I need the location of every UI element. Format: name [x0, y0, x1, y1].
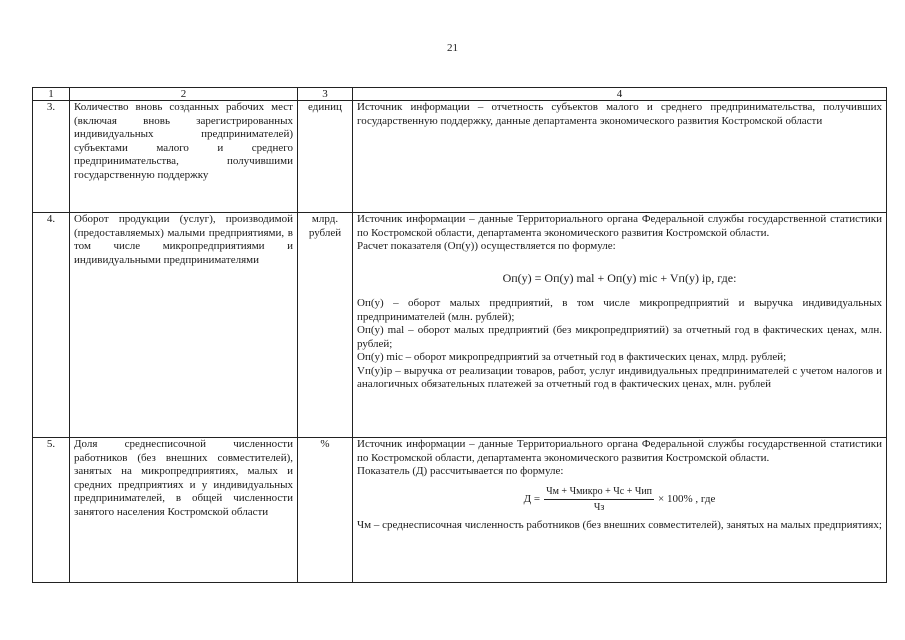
table-row — [33, 438, 887, 583]
formula-numerator: Чм + Чмикро + Чс + Чип — [544, 485, 654, 501]
table-row — [33, 101, 887, 213]
definition: Оп(у) – оборот малых предприятий, в том числе микропредприятий и выручка индивидуальных предпринимателей (млн. рублей); — [357, 297, 882, 323]
source-text: Источник информации – данные Территориального органа Федеральной службы государственной статистики по Костромской области, департамента экономического развития Костромской области. — [357, 438, 882, 464]
indicator-table — [32, 87, 887, 583]
unit: % — [298, 438, 353, 583]
formula-rhs: × 100% , где — [658, 492, 716, 505]
row-number: 4. — [33, 213, 70, 438]
definition: Оп(у) mic – оборот микропредприятий за отчетный год в фактических ценах, млрд. рублей; — [357, 351, 787, 363]
row-number: 5. — [33, 438, 70, 583]
definition: Чм – среднесписочная численность работников (без внешних совместителей), занятых на малых предприятиях; — [357, 518, 882, 531]
header-col-4: 4 — [353, 88, 887, 101]
indicator-name: Оборот продукции (услуг), производимой (предоставляемых) малыми предприятиями, в том числе микропредприятиями и индивидуальными предпринимателями — [70, 213, 298, 438]
formula-denominator: Чз — [593, 502, 605, 513]
indicator-name: Количество вновь созданных рабочих мест (включая вновь зарегистрированных индивидуальных предпринимателей) субъектами малого и среднего предпринимательства, получившими государственную поддержку — [70, 101, 298, 213]
header-col-3: 3 — [298, 88, 353, 101]
formula-lhs: Д = — [523, 492, 541, 505]
calc-text: Расчет показателя (Оп(у)) осуществляется по формуле: — [357, 240, 616, 252]
fraction-formula — [357, 485, 882, 515]
formula: Оп(у) = Оп(у) mal + Оп(у) mic + Vп(у) ip, где: — [502, 270, 737, 285]
indicator-name: Доля среднесписочной численности работников (без внешних совместителей), занятых на микропредприятиях, малых и средних предприятиях и у индивидуальных предпринимателей, в общей численности занятого населения Костромской области — [70, 438, 298, 583]
row-number: 3. — [33, 101, 70, 213]
definition: Vп(у)ip – выручка от реализации товаров, работ, услуг индивидуальных предпринимателей с учетом налогов и аналогичных обязательных платежей за отчетный год в фактических ценах, млн. рублей — [357, 364, 882, 390]
indicator-description — [353, 438, 887, 583]
unit: млрд. рублей — [298, 213, 353, 438]
table-row — [33, 213, 887, 438]
indicator-description — [353, 213, 887, 438]
unit: единиц — [298, 101, 353, 213]
source-text: Источник информации – данные Территориального органа Федеральной службы государственной статистики по Костромской области, департамента экономического развития Костромской области. — [357, 213, 882, 239]
header-col-1: 1 — [33, 88, 70, 101]
formula-fraction — [544, 485, 654, 515]
header-row — [33, 88, 887, 101]
page-number: 21 — [447, 42, 458, 54]
definition: Оп(у) mal – оборот малых предприятий (без микропредприятий) за отчетный год в фактических ценах, млн. рублей; — [357, 324, 882, 350]
header-col-2: 2 — [70, 88, 298, 101]
calc-text: Показатель (Д) рассчитывается по формуле: — [357, 465, 564, 477]
indicator-description: Источник информации – отчетность субъектов малого и среднего предпринимательства, получивших государственную поддержку, данные департамента экономического развития Костромской области — [353, 101, 887, 213]
